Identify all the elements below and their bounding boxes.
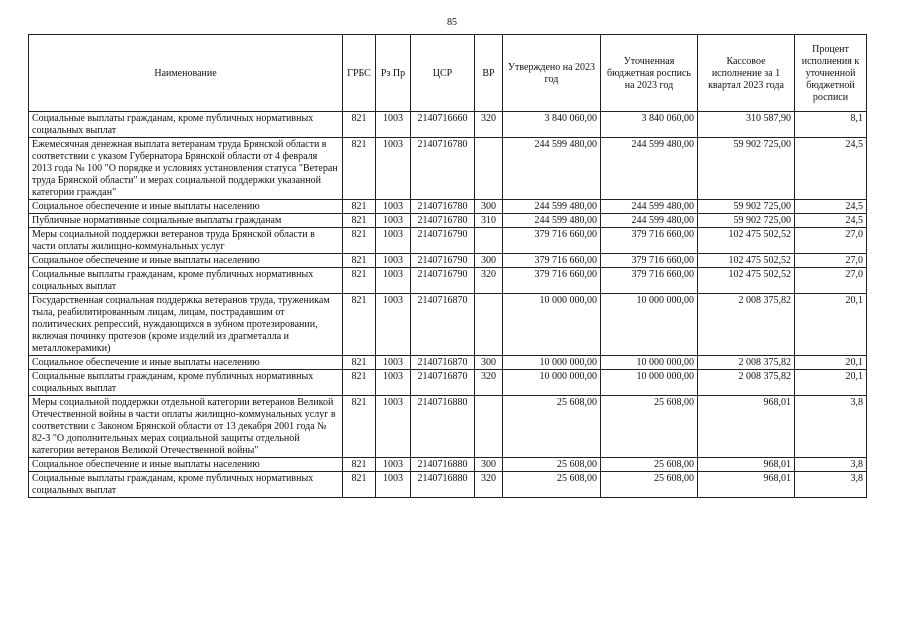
row-vr-cell: 300: [475, 458, 503, 472]
row-rzpr-cell: 1003: [376, 228, 411, 254]
table-row: [29, 356, 867, 370]
row-name-cell: Социальные выплаты гражданам, кроме публичных нормативных социальных выплат: [29, 472, 343, 498]
table-body: [29, 112, 867, 498]
table-row: [29, 254, 867, 268]
row-name-cell: Меры социальной поддержки отдельной категории ветеранов Великой Отечественной войны в части оплаты жилищно-коммунальных услуг в соответствии с Законом Брянской области от 13 декабря 2001 года № 82-З "О дополнительных мерах социальной защиты отдельной категории ветеранов Великой Отечественной войны": [29, 396, 343, 458]
row-csr-cell: 2140716870: [411, 356, 475, 370]
row-grbs-cell: 821: [343, 458, 376, 472]
row-csr-cell: 2140716880: [411, 458, 475, 472]
row-approved-cell: 244 599 480,00: [503, 200, 601, 214]
row-percent-cell: 27,0: [795, 228, 867, 254]
row-approved-cell: 25 608,00: [503, 472, 601, 498]
column-header-executed: Кассовое исполнение за 1 квартал 2023 года: [698, 35, 795, 112]
row-name-cell: Меры социальной поддержки ветеранов труда Брянской области в части оплаты жилищно-коммунальных услуг: [29, 228, 343, 254]
row-name-cell: Социальное обеспечение и иные выплаты населению: [29, 200, 343, 214]
row-revised-cell: 25 608,00: [601, 472, 698, 498]
page-number: 85: [447, 17, 457, 28]
row-vr-cell: 300: [475, 200, 503, 214]
column-header-rzpr: Рз Пр: [376, 35, 411, 112]
row-percent-cell: 3,8: [795, 396, 867, 458]
row-csr-cell: 2140716870: [411, 370, 475, 396]
row-executed-cell: 310 587,90: [698, 112, 795, 138]
row-revised-cell: 10 000 000,00: [601, 356, 698, 370]
row-executed-cell: 2 008 375,82: [698, 370, 795, 396]
row-percent-cell: 27,0: [795, 254, 867, 268]
row-name-cell: Социальные выплаты гражданам, кроме публичных нормативных социальных выплат: [29, 112, 343, 138]
row-percent-cell: 24,5: [795, 138, 867, 200]
row-grbs-cell: 821: [343, 200, 376, 214]
row-percent-cell: 24,5: [795, 214, 867, 228]
row-grbs-cell: 821: [343, 370, 376, 396]
row-executed-cell: 968,01: [698, 458, 795, 472]
table-row: [29, 138, 867, 200]
row-approved-cell: 244 599 480,00: [503, 138, 601, 200]
row-percent-cell: 20,1: [795, 356, 867, 370]
row-csr-cell: 2140716660: [411, 112, 475, 138]
table-row: [29, 268, 867, 294]
column-header-name: Наименование: [29, 35, 343, 112]
row-vr-cell: 300: [475, 356, 503, 370]
row-executed-cell: 102 475 502,52: [698, 228, 795, 254]
row-rzpr-cell: 1003: [376, 254, 411, 268]
row-grbs-cell: 821: [343, 112, 376, 138]
table-row: [29, 396, 867, 458]
row-revised-cell: 25 608,00: [601, 396, 698, 458]
row-percent-cell: 3,8: [795, 472, 867, 498]
row-name-cell: Социальное обеспечение и иные выплаты населению: [29, 254, 343, 268]
row-vr-cell: 320: [475, 370, 503, 396]
row-revised-cell: 379 716 660,00: [601, 254, 698, 268]
table-row: [29, 370, 867, 396]
row-approved-cell: 3 840 060,00: [503, 112, 601, 138]
row-csr-cell: 2140716880: [411, 396, 475, 458]
row-vr-cell: [475, 396, 503, 458]
row-rzpr-cell: 1003: [376, 112, 411, 138]
row-executed-cell: 59 902 725,00: [698, 138, 795, 200]
row-percent-cell: 8,1: [795, 112, 867, 138]
row-rzpr-cell: 1003: [376, 356, 411, 370]
row-revised-cell: 244 599 480,00: [601, 214, 698, 228]
row-vr-cell: [475, 228, 503, 254]
row-name-cell: Социальное обеспечение и иные выплаты населению: [29, 356, 343, 370]
row-rzpr-cell: 1003: [376, 472, 411, 498]
row-csr-cell: 2140716790: [411, 228, 475, 254]
row-grbs-cell: 821: [343, 228, 376, 254]
row-vr-cell: 320: [475, 268, 503, 294]
table-header-row: [29, 35, 867, 112]
row-vr-cell: [475, 294, 503, 356]
row-percent-cell: 24,5: [795, 200, 867, 214]
row-name-cell: Социальные выплаты гражданам, кроме публичных нормативных социальных выплат: [29, 370, 343, 396]
row-approved-cell: 10 000 000,00: [503, 294, 601, 356]
table-row: [29, 200, 867, 214]
table-row: [29, 472, 867, 498]
table-row: [29, 112, 867, 138]
row-approved-cell: 379 716 660,00: [503, 254, 601, 268]
row-vr-cell: 310: [475, 214, 503, 228]
column-header-vr: ВР: [475, 35, 503, 112]
row-rzpr-cell: 1003: [376, 396, 411, 458]
row-revised-cell: 3 840 060,00: [601, 112, 698, 138]
row-grbs-cell: 821: [343, 214, 376, 228]
table-row: [29, 294, 867, 356]
row-approved-cell: 379 716 660,00: [503, 228, 601, 254]
row-approved-cell: 10 000 000,00: [503, 370, 601, 396]
row-executed-cell: 2 008 375,82: [698, 356, 795, 370]
row-grbs-cell: 821: [343, 356, 376, 370]
row-name-cell: Ежемесячная денежная выплата ветеранам труда Брянской области в соответствии с указом Губернатора Брянской области от 4 февраля 2013 года № 100 "О порядке и условиях установления статуса "Ветеран труда Брянской области" и мерах социальной поддержки указанной категории граждан": [29, 138, 343, 200]
row-rzpr-cell: 1003: [376, 458, 411, 472]
row-executed-cell: 59 902 725,00: [698, 214, 795, 228]
row-rzpr-cell: 1003: [376, 294, 411, 356]
row-vr-cell: 320: [475, 472, 503, 498]
row-csr-cell: 2140716880: [411, 472, 475, 498]
row-revised-cell: 244 599 480,00: [601, 138, 698, 200]
row-percent-cell: 20,1: [795, 294, 867, 356]
row-grbs-cell: 821: [343, 268, 376, 294]
row-executed-cell: 968,01: [698, 396, 795, 458]
row-csr-cell: 2140716870: [411, 294, 475, 356]
table-row: [29, 458, 867, 472]
row-percent-cell: 27,0: [795, 268, 867, 294]
column-header-csr: ЦСР: [411, 35, 475, 112]
row-vr-cell: [475, 138, 503, 200]
row-rzpr-cell: 1003: [376, 370, 411, 396]
row-grbs-cell: 821: [343, 254, 376, 268]
row-csr-cell: 2140716790: [411, 254, 475, 268]
row-revised-cell: 25 608,00: [601, 458, 698, 472]
row-percent-cell: 20,1: [795, 370, 867, 396]
row-approved-cell: 25 608,00: [503, 396, 601, 458]
row-name-cell: Публичные нормативные социальные выплаты гражданам: [29, 214, 343, 228]
column-header-grbs: ГРБС: [343, 35, 376, 112]
row-executed-cell: 59 902 725,00: [698, 200, 795, 214]
row-vr-cell: 300: [475, 254, 503, 268]
row-grbs-cell: 821: [343, 294, 376, 356]
row-csr-cell: 2140716780: [411, 214, 475, 228]
column-header-approved: Утверждено на 2023 год: [503, 35, 601, 112]
row-rzpr-cell: 1003: [376, 214, 411, 228]
row-percent-cell: 3,8: [795, 458, 867, 472]
row-revised-cell: 379 716 660,00: [601, 268, 698, 294]
row-revised-cell: 379 716 660,00: [601, 228, 698, 254]
row-approved-cell: 244 599 480,00: [503, 214, 601, 228]
row-executed-cell: 102 475 502,52: [698, 268, 795, 294]
column-header-revised: Уточненная бюджетная роспись на 2023 год: [601, 35, 698, 112]
row-approved-cell: 379 716 660,00: [503, 268, 601, 294]
row-name-cell: Социальное обеспечение и иные выплаты населению: [29, 458, 343, 472]
table-row: [29, 228, 867, 254]
row-approved-cell: 25 608,00: [503, 458, 601, 472]
budget-table: [28, 34, 867, 498]
row-vr-cell: 320: [475, 112, 503, 138]
row-rzpr-cell: 1003: [376, 268, 411, 294]
row-rzpr-cell: 1003: [376, 138, 411, 200]
row-rzpr-cell: 1003: [376, 200, 411, 214]
row-csr-cell: 2140716790: [411, 268, 475, 294]
row-csr-cell: 2140716780: [411, 200, 475, 214]
column-header-percent: Процент исполнения к уточненной бюджетной росписи: [795, 35, 867, 112]
row-executed-cell: 2 008 375,82: [698, 294, 795, 356]
row-name-cell: Социальные выплаты гражданам, кроме публичных нормативных социальных выплат: [29, 268, 343, 294]
row-grbs-cell: 821: [343, 472, 376, 498]
row-name-cell: Государственная социальная поддержка ветеранов труда, труженикам тыла, реабилитированным лицам, лицам, пострадавшим от политических репрессий, нуждающихся в зубном протезировании, включая починку протезов (кроме изделий из драгметалла и металлокерамики): [29, 294, 343, 356]
row-approved-cell: 10 000 000,00: [503, 356, 601, 370]
row-csr-cell: 2140716780: [411, 138, 475, 200]
row-executed-cell: 102 475 502,52: [698, 254, 795, 268]
row-grbs-cell: 821: [343, 396, 376, 458]
row-executed-cell: 968,01: [698, 472, 795, 498]
row-grbs-cell: 821: [343, 138, 376, 200]
row-revised-cell: 10 000 000,00: [601, 294, 698, 356]
table-row: [29, 214, 867, 228]
row-revised-cell: 10 000 000,00: [601, 370, 698, 396]
row-revised-cell: 244 599 480,00: [601, 200, 698, 214]
